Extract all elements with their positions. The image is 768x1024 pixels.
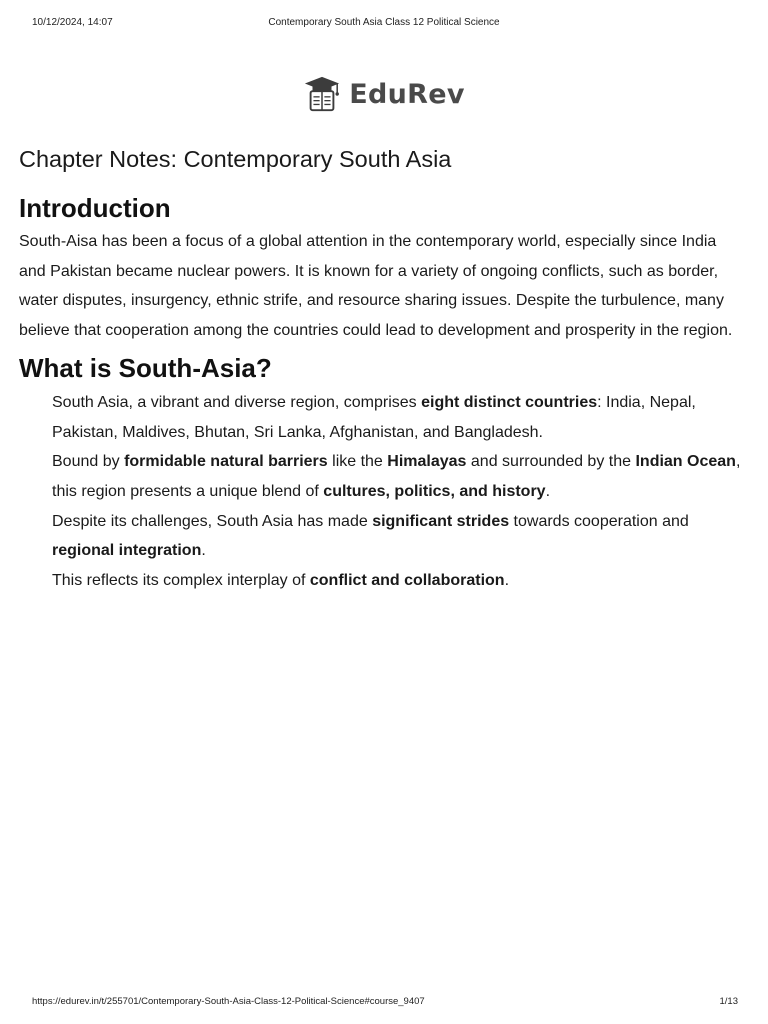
text-run: and surrounded by the bbox=[466, 453, 636, 471]
list-item bbox=[52, 447, 744, 506]
bold-text: conflict and collaboration bbox=[309, 572, 505, 590]
bold-text: eight distinct countries bbox=[421, 393, 598, 411]
introduction-paragraph: South-Aisa has been a focus of a global attention in the contemporary world, especially since India and Pakistan became nuclear powers. It is known for a variety of ongoing conflicts, such as border, water disputes, insurgency, ethnic strife, and resource sharing issues. Despite the turbulence, many believe that cooperation among the countries could lead to development and prosperity in the region. bbox=[19, 233, 733, 340]
edurev-logo[interactable] bbox=[0, 74, 768, 114]
section-heading-what-is-south-asia: What is South-Asia? bbox=[19, 352, 272, 383]
print-date: 10/12/2024, 14:07 bbox=[32, 17, 113, 28]
bold-text: formidable natural barriers bbox=[124, 453, 328, 471]
text-run: South Asia, a vibrant and diverse region, comprises bbox=[52, 393, 422, 411]
list-item bbox=[52, 566, 744, 596]
bold-text: Indian Ocean bbox=[635, 453, 736, 471]
print-page-title: Contemporary South Asia Class 12 Political Science bbox=[268, 17, 500, 28]
bold-text: regional integration bbox=[52, 542, 202, 560]
list-item bbox=[52, 507, 744, 566]
text-run: . bbox=[201, 542, 206, 560]
graduation-cap-book-icon bbox=[303, 75, 341, 113]
bold-text: Himalayas bbox=[387, 453, 467, 471]
text-run: . bbox=[504, 572, 510, 590]
print-footer bbox=[32, 996, 738, 1010]
bold-text: significant strides bbox=[372, 512, 510, 530]
section-heading-introduction: Introduction bbox=[19, 193, 171, 223]
text-run: Bound by bbox=[52, 453, 125, 471]
text-run: , this region presents a unique blend of bbox=[52, 453, 741, 500]
document-content bbox=[19, 142, 744, 596]
bold-text: cultures, politics, and history bbox=[323, 482, 546, 500]
print-header bbox=[32, 17, 736, 31]
page-url[interactable]: https://edurev.in/t/255701/Contemporary-South-Asia-Class-12-Political-Science#course_9407 bbox=[32, 996, 425, 1007]
south-asia-points-list bbox=[19, 388, 744, 596]
page-number: 1/13 bbox=[719, 996, 738, 1007]
logo-text: EduRev bbox=[349, 78, 465, 110]
document-title: Chapter Notes: Contemporary South Asia bbox=[19, 146, 452, 172]
text-run: This reflects its complex interplay of bbox=[52, 572, 310, 590]
text-run: . bbox=[545, 482, 551, 500]
text-run: towards cooperation and bbox=[509, 512, 689, 530]
text-run: : India, Nepal, Pakistan, Maldives, Bhutan, Sri Lanka, Afghanistan, and Bangladesh. bbox=[52, 393, 696, 441]
text-run: Despite its challenges, South Asia has made bbox=[52, 512, 373, 530]
list-item bbox=[52, 388, 744, 447]
text-run: like the bbox=[327, 453, 388, 471]
